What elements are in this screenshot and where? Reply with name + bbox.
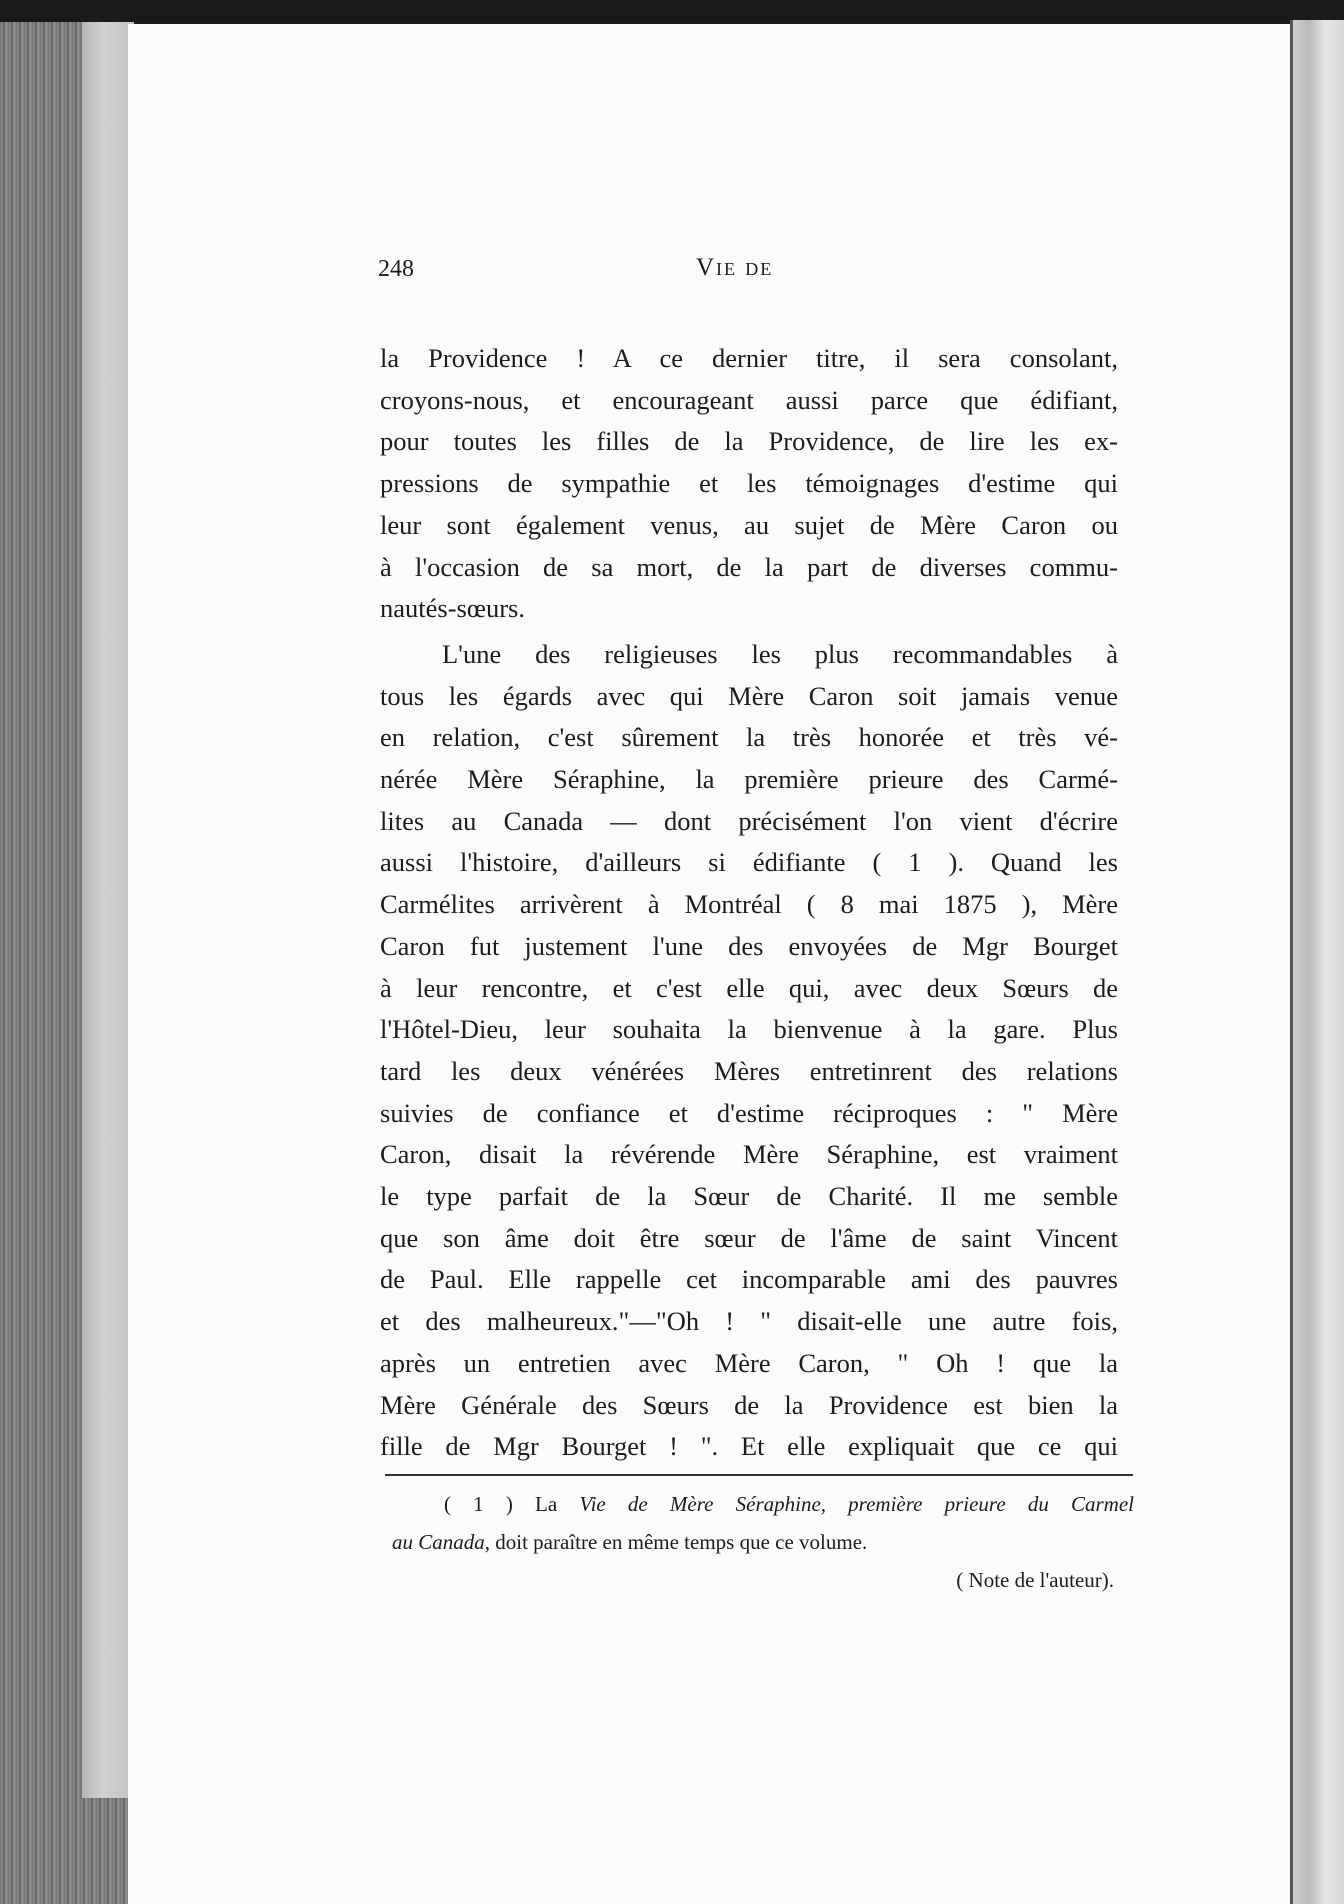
text-line: nautés-sœurs.	[380, 593, 525, 624]
footnote-author-note: ( Note de l'auteur).	[956, 1568, 1114, 1592]
text-line: la Providence ! A ce dernier titre, il sera consolant,	[380, 343, 1118, 373]
footnote-title-1: Vie de Mère Séraphine, première prieure du Carmel	[579, 1492, 1134, 1516]
text-line: aussi l'histoire, d'ailleurs si édifiante ( 1 ). Quand les	[380, 847, 1118, 878]
footnote-rule	[385, 1474, 1133, 1476]
text-line: leur sont également venus, au sujet de Mère Caron ou	[380, 509, 1118, 540]
text-line: croyons-nous, et encourageant aussi parce que édifiant,	[380, 384, 1118, 415]
page-number: 248	[378, 256, 414, 282]
text-line: en relation, c'est sûrement la très honorée et très vé-	[380, 722, 1118, 753]
body-text	[380, 338, 1118, 1468]
text-line: tous les égards avec qui Mère Caron soit jamais venue	[380, 680, 1118, 711]
text-line: après un entretien avec Mère Caron, " Oh ! que la	[380, 1347, 1118, 1378]
text-line: que son âme doit être sœur de l'âme de saint Vincent	[380, 1222, 1118, 1253]
text-line: le type parfait de la Sœur de Charité. Il me semble	[380, 1181, 1118, 1212]
text-line: pressions de sympathie et les témoignages d'estime qui	[380, 468, 1118, 499]
footnote	[392, 1485, 1134, 1599]
text-line: tard les deux vénérées Mères entretinrent des relations	[380, 1055, 1118, 1086]
text-line: l'Hôtel-Dieu, leur souhaita la bienvenue à la gare. Plus	[380, 1014, 1118, 1045]
footnote-title-2: au Canada	[392, 1530, 485, 1554]
footnote-line-1	[392, 1485, 1134, 1523]
text-line: suivies de confiance et d'estime réciproques : " Mère	[380, 1097, 1118, 1128]
page-header	[378, 256, 1118, 296]
footnote-line-2-rest: , doit paraître en même temps que ce volume.	[484, 1530, 868, 1554]
book-spine-edge	[80, 18, 134, 1798]
book-page-edges-right	[1290, 20, 1344, 1904]
text-line: nérée Mère Séraphine, la première prieure des Carmé-	[380, 764, 1118, 795]
text-line: à l'occasion de sa mort, de la part de diverses commu-	[380, 551, 1118, 582]
text-line: pour toutes les filles de la Providence, de lire les ex-	[380, 426, 1118, 457]
text-line: Mère Générale des Sœurs de la Providence est bien la	[380, 1389, 1118, 1420]
footnote-line-2	[392, 1523, 1134, 1561]
text-line: et des malheureux."—"Oh ! " disait-elle une autre fois,	[380, 1306, 1118, 1337]
text-line: Caron, disait la révérende Mère Séraphine, est vraiment	[380, 1139, 1118, 1170]
text-line: de Paul. Elle rappelle cet incomparable ami des pauvres	[380, 1264, 1118, 1295]
text-line: fille de Mgr Bourget ! ". Et elle expliquait que ce qui	[380, 1431, 1118, 1462]
text-line: Carmélites arrivèrent à Montréal ( 8 mai 1875 ), Mère	[380, 889, 1118, 920]
top-dark-border	[0, 0, 1344, 22]
footnote-marker: ( 1 ) La	[444, 1492, 558, 1516]
text-line: Caron fut justement l'une des envoyées de Mgr Bourget	[380, 930, 1118, 961]
text-line: lites au Canada — dont précisément l'on vient d'écrire	[380, 805, 1118, 836]
text-line: L'une des religieuses les plus recommandables à	[442, 638, 1118, 669]
running-head: Vie de	[696, 254, 774, 281]
text-line: à leur rencontre, et c'est elle qui, avec deux Sœurs de	[380, 972, 1118, 1003]
